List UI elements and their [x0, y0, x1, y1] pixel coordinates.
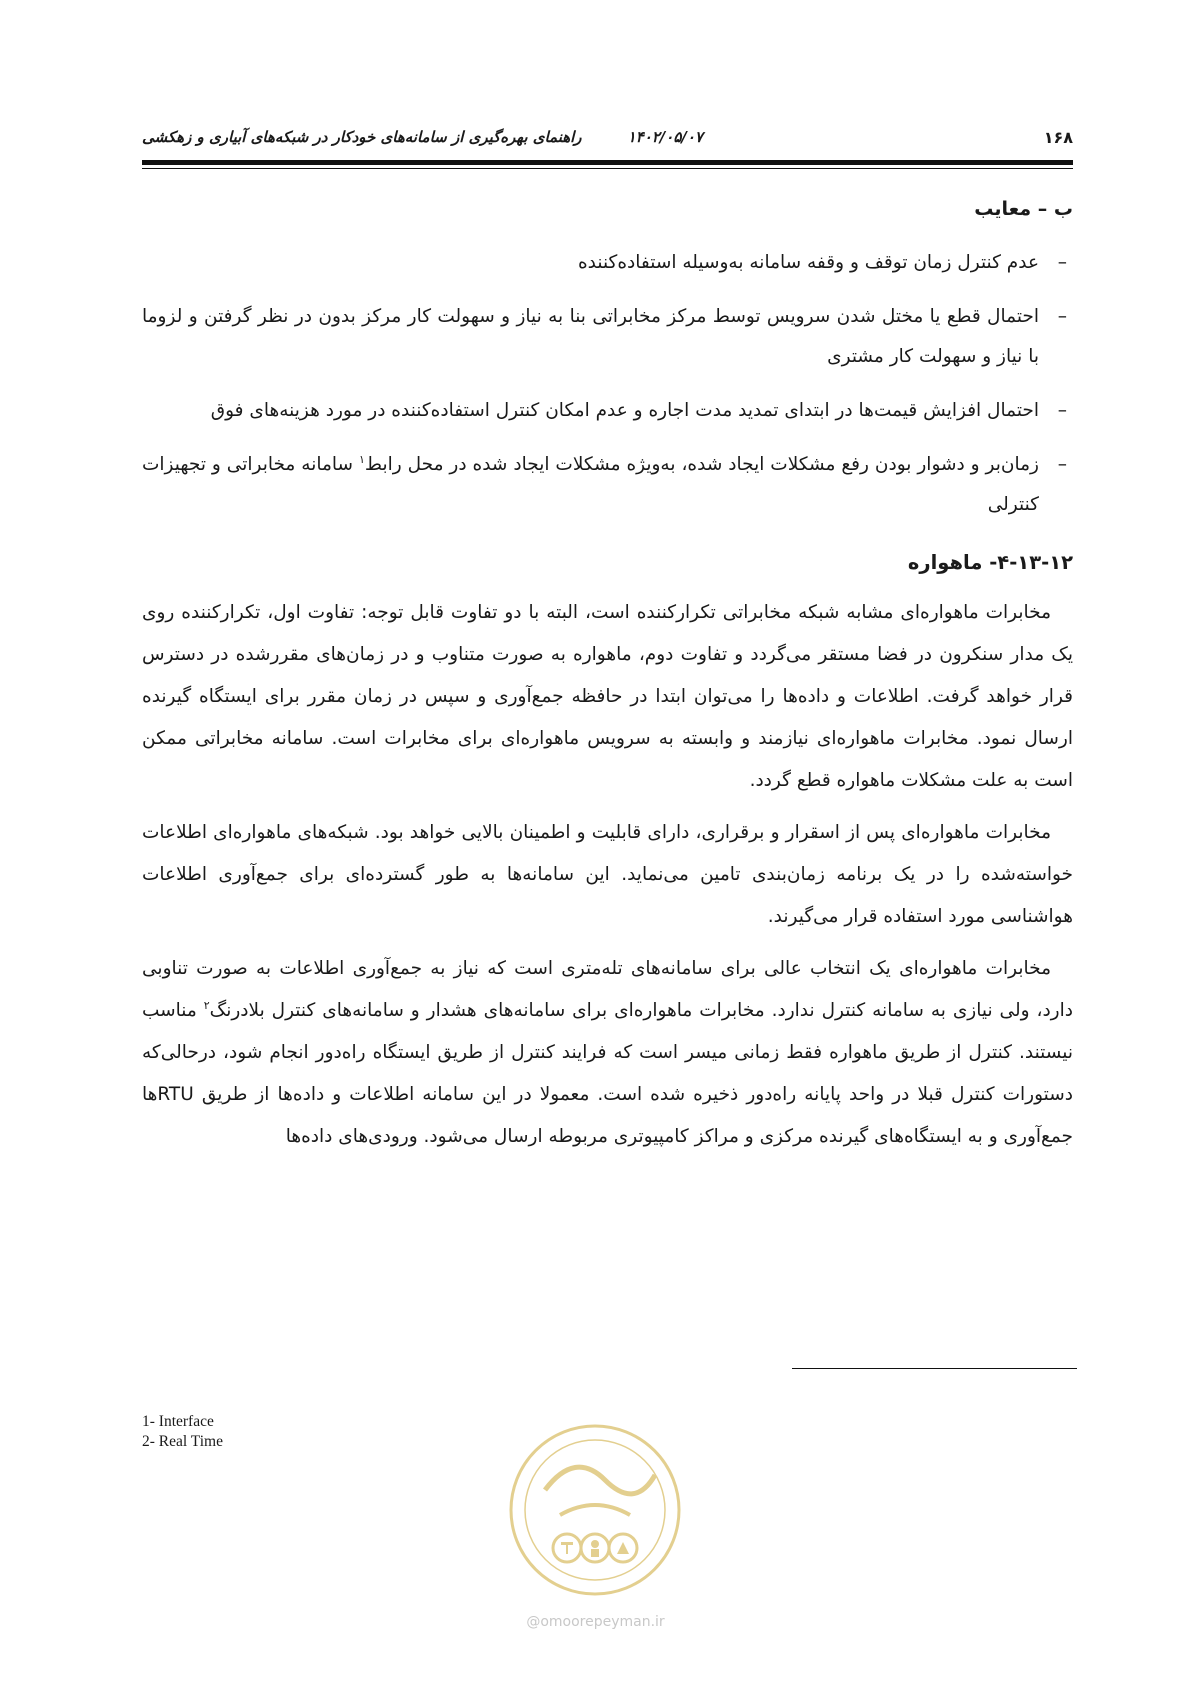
- footnote-ref-1: ۱: [358, 452, 365, 466]
- header-title: راهنمای بهره‌گیری از سامانه‌های خودکار در شبکه‌های آبیاری و زهکشی: [142, 128, 582, 146]
- section-heading: ۴-۱۳-۱۲- ماهواره: [907, 551, 1073, 574]
- footnotes: [142, 1412, 223, 1452]
- disadvantages-heading: ب – معایب: [974, 198, 1073, 220]
- header-rule-thick: [142, 160, 1073, 165]
- footnote-2: 2- Real Time: [142, 1433, 223, 1450]
- footnote-1: 1- Interface: [142, 1413, 214, 1430]
- list-item: – عدم کنترل زمان توقف و وقفه سامانه به‌وسیله استفاده‌کننده: [142, 243, 1073, 283]
- bullet-dash: –: [1057, 252, 1067, 273]
- header-rule-thin: [142, 168, 1073, 169]
- footnote-ref-2: ۲: [203, 998, 210, 1012]
- disadvantages-list: [142, 243, 1073, 525]
- paragraph-3: مخابرات ماهواره‌ای یک انتخاب عالی برای سامانه‌های تله‌متری است که نیاز به جمع‌آوری اطلاعات به صورت تناوبی دارد، ولی نیازی به سامانه کنترل ندارد. مخابرات ماهواره‌ای برای سامانه‌های هشدار و سامانه‌های کنترل بلادرنگ$^۲$ مناسب نیستند. کنترل از طریق ماهواره فقط زمانی میسر است که فرایند کنترل از طریق ایستگاه راه‌دور انجام شود، درحالی‌که دستورات کنترل قبلا در واحد پایانه راه‌دور ذخیره شده است. معمولا در این سامانه اطلاعات و داده‌ها از طریق RTUها جمع‌آوری و به ایستگاه‌های گیرنده مرکزی و مراکز کامپیوتری مربوطه ارسال می‌شود. ورودی‌های داده‌ها: [142, 958, 1073, 1147]
- paragraph-2: مخابرات ماهواره‌ای پس از اسقرار و برقراری، دارای قابلیت و اطمینان بالایی خواهد بود. شبکه‌های ماهواره‌ای اطلاعات خواسته‌شده را در یک برنامه زمان‌بندی تامین می‌نماید. این سامانه‌ها به طور گسترده‌ای برای جمع‌آوری اطلاعات هواشناسی مورد استفاده قرار می‌گیرند.: [142, 822, 1073, 927]
- bullet-dash: –: [1057, 454, 1067, 475]
- footnote-separator: [792, 1368, 1077, 1369]
- page-number: ۱۶۸: [1043, 128, 1073, 147]
- list-item: – احتمال افزایش قیمت‌ها در ابتدای تمدید مدت اجاره و عدم امکان کنترل استفاده‌کننده در مورد هزینه‌های فوق: [142, 391, 1073, 431]
- list-item: – زمان‌بر و دشوار بودن رفع مشکلات ایجاد شده، به‌ویژه مشکلات ایجاد شده در محل رابط$^۱$ سامانه مخابراتی و تجهیزات کنترلی: [142, 445, 1073, 525]
- bullet-dash: –: [1057, 306, 1067, 327]
- watermark-text: @omoorepeyman.ir: [526, 1614, 665, 1630]
- list-item: – احتمال قطع یا مختل شدن سرویس توسط مرکز مخابراتی بنا به نیاز و سهولت کار مرکز بدون در نظر گرفتن و لزوما با نیاز و سهولت کار مشتری: [142, 297, 1073, 377]
- watermark-logo: [505, 1420, 685, 1600]
- bullet-dash: –: [1057, 400, 1067, 421]
- running-header: [142, 128, 1073, 154]
- header-date: ۱۴۰۲/۰۵/۰۷: [627, 128, 703, 146]
- body-content: [142, 184, 1073, 1168]
- paragraph-1: مخابرات ماهواره‌ای مشابه شبکه مخابراتی تکرارکننده است، البته با دو تفاوت قابل توجه: تفاوت اول، تکرارکننده روی یک مدار سنکرون در فضا مستقر می‌گردد و تفاوت دوم، ماهواره به صورت متناوب و در زمان‌های مقررشده در دسترس قرار خواهد گرفت. اطلاعات و داده‌ها را می‌توان ابتدا در حافظه جمع‌آوری و سپس در زمان مقرر برای ایستگاه گیرنده ارسال نمود. مخابرات ماهواره‌ای نیازمند و وابسته به سرویس ماهواره‌ای برای مخابرات است. سامانه مخابراتی ممکن است به علت مشکلات ماهواره قطع گردد.: [142, 602, 1073, 791]
